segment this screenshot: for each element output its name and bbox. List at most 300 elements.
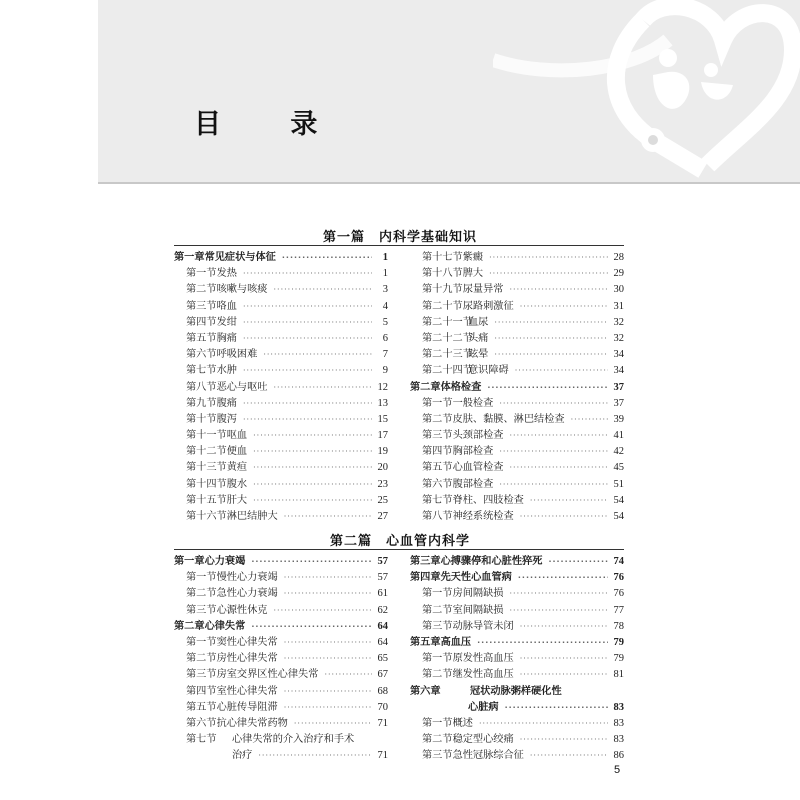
toc-section-row[interactable] <box>410 396 624 412</box>
toc-page-number: 34 <box>613 365 624 377</box>
toc-page-number: 83 <box>613 701 624 713</box>
toc-entry-number: 第二章 <box>410 381 441 393</box>
part-2-rule <box>174 549 624 550</box>
toc-leader-dots <box>284 635 372 651</box>
toc-entry-title: 冠状动脉粥样硬化性 <box>470 685 562 697</box>
toc-entry-number: 第二节 <box>186 653 217 665</box>
toc-page-number: 65 <box>377 653 388 665</box>
toc-leader-dots <box>253 493 372 509</box>
toc-section-row[interactable] <box>174 460 388 476</box>
toc-entry-title: 眩晕 <box>468 349 489 361</box>
toc-entry-number: 第三节 <box>186 669 217 681</box>
toc-page-number: 62 <box>377 604 388 616</box>
toc-leader-dots <box>520 667 608 683</box>
toc-entry-number: 第三节 <box>186 604 217 616</box>
toc-entry-title: 常见症状与体征 <box>204 252 276 263</box>
page-number: 5 <box>614 764 621 776</box>
toc-entry-title: 头痛 <box>468 332 489 344</box>
toc-page-number: 45 <box>613 462 624 474</box>
toc-leader-dots <box>479 716 608 732</box>
toc-entry-title: 尿路刺激征 <box>462 300 514 312</box>
toc-page-number: 67 <box>377 669 388 681</box>
toc-entry-number: 第六节 <box>186 349 217 361</box>
toc-entry-title: 恶心与呕吐 <box>216 381 268 393</box>
toc-page-number: 39 <box>613 413 624 425</box>
toc-leader-dots <box>499 477 608 493</box>
toc-entry-title: 腹泻 <box>216 413 237 425</box>
toc-entry-number: 第二十三节 <box>422 349 473 361</box>
toc-leader-dots <box>274 380 373 396</box>
toc-entry-title: 室性心律失常 <box>216 685 278 697</box>
toc-leader-dots <box>510 428 609 444</box>
toc-section-row[interactable] <box>410 315 624 331</box>
toc-section-row[interactable] <box>174 412 388 428</box>
toc-page-number: 27 <box>377 511 388 522</box>
toc-entry-number: 第七节 <box>186 734 217 746</box>
toc-entry-title: 体格检查 <box>440 381 482 393</box>
toc-page-number: 76 <box>613 572 624 584</box>
toc-leader-dots <box>243 396 372 412</box>
toc-entry-number: 第四节 <box>422 446 453 458</box>
toc-entry-number: 第十节 <box>186 413 217 425</box>
toc-section-row[interactable] <box>410 748 624 764</box>
toc-leader-dots <box>494 315 608 331</box>
toc-entry-number: 第十一节 <box>186 430 227 442</box>
toc-entry-number: 第十四节 <box>186 478 227 490</box>
toc-chapter-row[interactable] <box>174 250 388 266</box>
toc-page-number: 20 <box>377 462 388 474</box>
toc-section-row[interactable] <box>410 732 624 748</box>
toc-leader-dots <box>499 444 608 460</box>
toc-section-row[interactable] <box>174 586 388 602</box>
toc-leader-dots <box>510 282 609 298</box>
toc-entry-title: 腹痛 <box>216 397 237 409</box>
toc-leader-dots <box>510 460 609 476</box>
toc-section-row[interactable] <box>410 586 624 602</box>
toc-entry-title: 咳嗽与咳痰 <box>216 284 268 296</box>
toc-entry-title: 心律失常的介入治疗和手术 <box>232 734 355 746</box>
toc-leader-dots <box>487 380 608 396</box>
toc-entry-title: 急性心力衰竭 <box>216 588 278 600</box>
toc-entry-title: 淋巴结肿大 <box>226 511 278 522</box>
toc-section-row[interactable] <box>410 412 624 428</box>
toc-entry-number: 第二节 <box>186 284 217 296</box>
toc-section-row[interactable] <box>174 651 388 667</box>
toc-entry-number: 第十七节 <box>422 252 463 263</box>
toc-leader-dots <box>520 299 608 315</box>
toc-entry-number: 第十二节 <box>186 446 227 458</box>
toc-section-row[interactable] <box>174 331 388 347</box>
toc-leader-dots <box>530 748 608 764</box>
toc-entry-number: 第六节 <box>422 478 453 490</box>
toc-entry-title: 发热 <box>216 268 237 280</box>
toc-section-row[interactable] <box>410 493 624 509</box>
heart-stethoscope-logo-icon <box>493 0 800 180</box>
toc-chapter-row[interactable] <box>174 619 388 635</box>
toc-entry-title: 意识障碍 <box>468 365 509 377</box>
toc-leader-dots <box>243 299 372 315</box>
toc-leader-dots <box>489 250 608 266</box>
toc-entry-number: 第三节 <box>422 430 453 442</box>
toc-section-row[interactable] <box>410 266 624 282</box>
part-1-rule <box>174 245 624 246</box>
toc-entry-title: 水肿 <box>216 365 237 377</box>
toc-entry-title: 咯血 <box>216 300 237 312</box>
toc-entry-number: 第二节 <box>422 734 453 746</box>
toc-entry-number: 第五章 <box>410 636 441 648</box>
toc-leader-dots <box>263 347 372 363</box>
toc-entry-number: 第三章 <box>410 556 441 567</box>
toc-entry-number: 第十三节 <box>186 462 227 474</box>
toc-section-row[interactable] <box>410 250 624 266</box>
toc-page-number: 30 <box>613 284 624 296</box>
toc-entry-title: 抗心律失常药物 <box>216 717 288 729</box>
toc-entry-title: 心脏病 <box>468 701 499 713</box>
toc-leader-dots <box>253 460 372 476</box>
toc-section-row[interactable] <box>174 667 388 683</box>
toc-leader-dots <box>251 619 372 635</box>
toc-entry-title: 概述 <box>452 717 473 729</box>
toc-page-number: 42 <box>613 446 624 458</box>
toc-page-number: 1 <box>382 252 388 263</box>
toc-page-number: 61 <box>377 588 388 600</box>
toc-page-number: 81 <box>613 669 624 681</box>
toc-page-number: 29 <box>613 268 624 280</box>
toc-page-number: 25 <box>377 494 388 506</box>
toc-entry-number: 第五节 <box>186 332 217 344</box>
toc-section-row[interactable] <box>174 347 388 363</box>
toc-leader-dots <box>253 477 372 493</box>
toc-section-row[interactable] <box>174 570 388 586</box>
toc-leader-dots <box>530 493 608 509</box>
toc-page-number: 5 <box>382 316 388 328</box>
toc-page-number: 76 <box>613 588 624 600</box>
toc-entry-number: 第一章 <box>174 556 205 567</box>
toc-chapter-row[interactable] <box>410 570 624 586</box>
toc-entry-number: 第一章 <box>174 252 205 263</box>
toc-leader-dots <box>284 651 372 667</box>
toc-leader-dots <box>284 684 372 700</box>
toc-section-row[interactable] <box>410 509 624 525</box>
toc-entry-title: 继发性高血压 <box>452 669 514 681</box>
toc-leader-dots <box>548 554 608 570</box>
toc-entry-title: 心源性休克 <box>216 604 268 616</box>
toc-entry-number: 第十五节 <box>186 494 227 506</box>
toc-leader-dots <box>520 619 608 635</box>
toc-entry-title: 发绀 <box>216 316 237 328</box>
toc-page-number: 86 <box>613 750 624 762</box>
toc-page-number: 79 <box>613 636 624 648</box>
toc-leader-dots <box>274 282 373 298</box>
toc-entry-title: 慢性心力衰竭 <box>216 572 278 584</box>
toc-entry-title: 脊柱、四肢检查 <box>452 494 524 506</box>
toc-entry-title: 脾大 <box>462 268 484 280</box>
part-1-heading <box>0 226 800 245</box>
toc-section-row[interactable] <box>410 619 624 635</box>
toc-entry-number: 第四章 <box>410 572 441 584</box>
toc-section-row[interactable] <box>174 282 388 298</box>
toc-page-number: 54 <box>613 494 624 506</box>
toc-section-row[interactable] <box>174 396 388 412</box>
toc-section-row[interactable] <box>174 380 388 396</box>
toc-entry-number: 第七节 <box>186 365 217 377</box>
toc-entry-title: 血尿 <box>468 316 489 328</box>
toc-section-row[interactable] <box>174 266 388 282</box>
toc-page-number: 71 <box>377 717 388 729</box>
toc-entry-number: 第二章 <box>174 620 205 632</box>
toc-leader-dots <box>282 250 372 266</box>
toc-entry-number: 第三节 <box>422 620 453 632</box>
toc-entry-title: 心血管检查 <box>452 462 504 474</box>
toc-section-row[interactable] <box>174 299 388 315</box>
toc-leader-dots <box>477 635 608 651</box>
toc-entry-title: 呼吸困难 <box>216 349 258 361</box>
toc-leader-dots <box>515 363 608 379</box>
toc-entry-title: 头颈部检查 <box>452 430 504 442</box>
toc-page-number: 34 <box>613 349 624 361</box>
toc-entry-number: 第三节 <box>422 750 453 762</box>
toc-page-number: 23 <box>377 478 388 490</box>
toc-leader-dots <box>274 603 373 619</box>
toc-page-number: 74 <box>613 556 624 567</box>
toc-leader-dots <box>505 700 608 716</box>
toc-leader-dots <box>253 444 372 460</box>
toc-entry-title: 黄疸 <box>226 462 248 474</box>
toc-entry-number: 第八节 <box>422 511 453 522</box>
toc-entry-title: 胸部检查 <box>452 446 494 458</box>
toc-section-row[interactable] <box>174 315 388 331</box>
toc-section-row[interactable] <box>174 363 388 379</box>
toc-section-row[interactable] <box>410 428 624 444</box>
toc-page-number: 32 <box>613 332 624 344</box>
toc-entry-title: 腹水 <box>226 478 248 490</box>
toc-page-number: 78 <box>613 620 624 632</box>
toc-section-row[interactable] <box>174 493 388 509</box>
toc-page-number: 15 <box>377 413 388 425</box>
toc-section-row[interactable] <box>410 651 624 667</box>
toc-section-row[interactable] <box>410 444 624 460</box>
toc-leader-dots <box>324 667 372 683</box>
toc-page-number: 51 <box>613 478 624 490</box>
toc-page-number: 83 <box>613 734 624 746</box>
toc-entry-title: 心搏骤停和心脏性猝死 <box>440 556 543 567</box>
toc-entry-title: 室间隔缺损 <box>452 604 504 616</box>
toc-leader-dots <box>494 331 608 347</box>
toc-section-row[interactable] <box>174 748 388 764</box>
toc-section-row[interactable] <box>410 363 624 379</box>
toc-leader-dots <box>243 412 372 428</box>
toc-entry-number: 第二十节 <box>422 300 463 312</box>
toc-leader-dots <box>571 412 608 428</box>
toc-chapter-row[interactable] <box>410 700 624 716</box>
toc-entry-number: 第五节 <box>186 701 217 713</box>
header-banner <box>98 0 800 184</box>
toc-leader-dots <box>253 428 372 444</box>
toc-page-number: 12 <box>377 381 388 393</box>
toc-page-number: 41 <box>613 430 624 442</box>
toc-entry-number: 第三节 <box>186 300 217 312</box>
toc-page-number: 7 <box>382 349 388 361</box>
toc-page-number: 37 <box>613 397 624 409</box>
toc-entry-number: 第八节 <box>186 381 217 393</box>
toc-entry-number: 第十九节 <box>422 284 463 296</box>
toc-entry-number: 第一节 <box>186 572 217 584</box>
toc-page-number: 4 <box>382 300 388 312</box>
toc-section-row[interactable] <box>174 716 388 732</box>
toc-entry-title: 高血压 <box>440 636 472 648</box>
toc-section-row[interactable] <box>174 509 388 525</box>
toc-page-number: 79 <box>613 653 624 665</box>
toc-leader-dots <box>243 315 372 331</box>
toc-entry-number: 第二节 <box>422 669 453 681</box>
toc-chapter-row[interactable] <box>410 380 624 396</box>
toc-leader-dots <box>510 586 609 602</box>
part-1-number: 第一篇 <box>322 230 365 245</box>
toc-entry-title: 腹部检查 <box>452 478 494 490</box>
toc-leader-dots <box>243 331 372 347</box>
toc-leader-dots <box>499 396 608 412</box>
toc-section-row[interactable] <box>174 732 388 748</box>
toc-section-row[interactable] <box>174 444 388 460</box>
toc-chapter-row[interactable] <box>410 554 624 570</box>
toc-leader-dots <box>520 509 608 525</box>
toc-leader-dots <box>520 732 608 748</box>
toc-entry-title: 皮肤、黏膜、淋巴结检查 <box>452 413 565 425</box>
toc-page-number: 68 <box>377 685 388 697</box>
toc-page-number: 57 <box>377 556 388 567</box>
toc-section-row[interactable] <box>410 331 624 347</box>
toc-entry-number: 第五节 <box>422 462 453 474</box>
toc-entry-number: 第一节 <box>422 653 453 665</box>
toc-page-number: 32 <box>613 316 624 328</box>
toc-entry-number: 第六章 <box>410 685 441 697</box>
toc-entry-title: 紫癜 <box>462 252 484 263</box>
toc-leader-dots <box>489 266 608 282</box>
toc-page-number: 71 <box>377 750 388 762</box>
toc-section-row[interactable] <box>410 603 624 619</box>
toc-section-row[interactable] <box>410 667 624 683</box>
toc-page-number: 31 <box>613 300 624 312</box>
toc-page-number: 28 <box>613 252 624 263</box>
toc-entry-number: 第二十二节 <box>422 332 473 344</box>
part-1-left-column <box>174 250 388 525</box>
toc-page-number: 17 <box>377 430 388 442</box>
toc-section-row[interactable] <box>410 282 624 298</box>
toc-entry-title: 一般检查 <box>452 397 494 409</box>
toc-entry-title: 呕血 <box>226 430 248 442</box>
toc-leader-dots <box>494 347 608 363</box>
part-2-number: 第二篇 <box>329 534 372 549</box>
toc-entry-number: 第二十四节 <box>422 365 473 377</box>
toc-section-row[interactable] <box>410 477 624 493</box>
part-1-right-column <box>410 250 624 525</box>
toc-entry-title: 原发性高血压 <box>452 653 514 665</box>
toc-entry-title: 房室交界区性心律失常 <box>216 669 319 681</box>
toc-leader-dots <box>258 748 372 764</box>
toc-entry-number: 第一节 <box>186 636 217 648</box>
toc-section-row[interactable] <box>174 477 388 493</box>
toc-leader-dots <box>243 266 372 282</box>
toc-chapter-row[interactable] <box>174 554 388 570</box>
toc-leader-dots <box>284 700 372 716</box>
toc-page-number: 37 <box>613 381 624 393</box>
toc-page-number: 57 <box>377 572 388 584</box>
toc-entry-number: 第十六节 <box>186 511 227 522</box>
toc-entry-title: 房间隔缺损 <box>452 588 504 600</box>
toc-leader-dots <box>251 554 372 570</box>
toc-chapter-row[interactable] <box>410 684 624 700</box>
toc-chapter-row[interactable] <box>410 635 624 651</box>
toc-entry-number: 第七节 <box>422 494 453 506</box>
toc-section-row[interactable] <box>174 700 388 716</box>
toc-leader-dots <box>243 363 372 379</box>
toc-entry-title: 肝大 <box>226 494 248 506</box>
toc-page-number: 9 <box>382 365 388 377</box>
toc-section-row[interactable] <box>410 716 624 732</box>
toc-entry-number: 第二十一节 <box>422 316 473 328</box>
part-1-title: 内科学基础知识 <box>379 230 478 245</box>
toc-leader-dots <box>518 570 608 586</box>
toc-entry-title: 心律失常 <box>204 620 246 632</box>
toc-entry-number: 第二节 <box>422 604 453 616</box>
page-title: 目 录 <box>194 109 348 140</box>
toc-entry-title: 神经系统检查 <box>452 511 514 522</box>
toc-entry-title: 心脏传导阻滞 <box>216 701 278 713</box>
toc-entry-number: 第九节 <box>186 397 217 409</box>
toc-entry-number: 第一节 <box>422 397 453 409</box>
toc-entry-title: 便血 <box>226 446 248 458</box>
toc-page-number: 64 <box>377 636 388 648</box>
toc-entry-title: 治疗 <box>232 750 253 762</box>
toc-section-row[interactable] <box>174 428 388 444</box>
toc-leader-dots <box>520 651 608 667</box>
toc-page-number: 6 <box>382 332 388 344</box>
toc-page-number: 83 <box>613 717 624 729</box>
toc-leader-dots <box>284 509 372 525</box>
toc-leader-dots <box>284 570 372 586</box>
toc-entry-title: 心力衰竭 <box>204 556 246 567</box>
toc-leader-dots <box>510 603 609 619</box>
toc-section-row[interactable] <box>410 347 624 363</box>
toc-leader-dots <box>284 586 372 602</box>
toc-entry-number: 第四节 <box>186 316 217 328</box>
toc-entry-title: 胸痛 <box>216 332 237 344</box>
toc-entry-title: 急性冠脉综合征 <box>452 750 524 762</box>
toc-entry-title: 窦性心律失常 <box>216 636 278 648</box>
toc-entry-title: 房性心律失常 <box>216 653 278 665</box>
toc-section-row[interactable] <box>174 635 388 651</box>
toc-leader-dots <box>294 716 372 732</box>
toc-section-row[interactable] <box>410 460 624 476</box>
part-2-heading <box>0 530 800 549</box>
toc-page-number: 64 <box>377 620 388 632</box>
part-2-title: 心血管内科学 <box>386 534 471 549</box>
toc-entry-number: 第六节 <box>186 717 217 729</box>
toc-section-row[interactable] <box>174 684 388 700</box>
part-2-left-column <box>174 554 388 764</box>
toc-page-number: 19 <box>377 446 388 458</box>
toc-entry-number: 第一节 <box>186 268 217 280</box>
toc-entry-title: 先天性心血管病 <box>440 572 512 584</box>
toc-section-row[interactable] <box>410 299 624 315</box>
toc-entry-number: 第四节 <box>186 685 217 697</box>
toc-entry-title: 稳定型心绞痛 <box>452 734 514 746</box>
toc-entry-number: 第二节 <box>422 413 453 425</box>
toc-entry-number: 第一节 <box>422 717 453 729</box>
toc-entry-number: 第二节 <box>186 588 217 600</box>
toc-page-number: 54 <box>613 511 624 522</box>
toc-section-row[interactable] <box>174 603 388 619</box>
